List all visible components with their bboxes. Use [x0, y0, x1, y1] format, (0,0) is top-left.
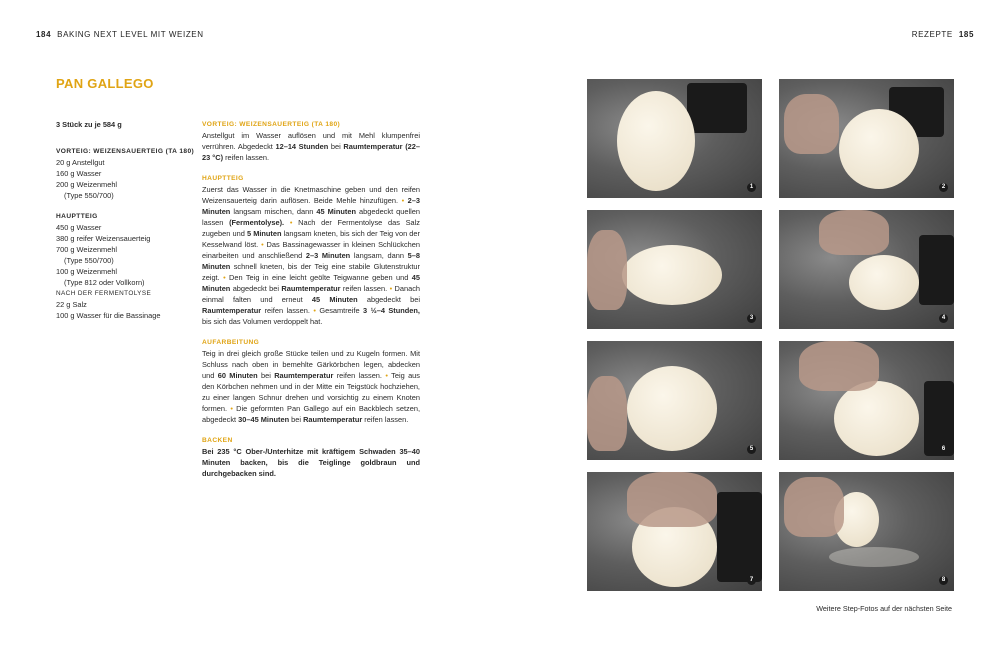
- ingredient-item: (Type 550/700): [64, 191, 114, 200]
- left-book-title: BAKING NEXT LEVEL MIT WEIZEN: [57, 30, 204, 39]
- ingredient-item: 160 g Wasser: [56, 169, 102, 178]
- ingredient-item: 380 g reifer Weizensauerteig: [56, 234, 151, 243]
- step-heading: BACKEN: [202, 437, 233, 444]
- left-running-header: [36, 30, 204, 39]
- ingredient-item: (Type 812 oder Vollkorn): [64, 278, 145, 287]
- step-photo: [587, 210, 762, 329]
- ingredient-list: [56, 119, 196, 321]
- step-text: [202, 446, 420, 479]
- photo-hand-shape: [819, 210, 889, 255]
- photo-dough-shape: [627, 366, 717, 451]
- step-number-badge: 2: [939, 183, 948, 192]
- photo-dough-shape: [617, 91, 695, 191]
- emphasis: Raumtemperatur: [274, 371, 334, 380]
- emphasis: 30–45 Minuten: [238, 415, 290, 424]
- step-photo: [779, 341, 954, 460]
- step-heading: VORTEIG: WEIZENSAUERTEIG (TA 180): [202, 121, 341, 128]
- emphasis: 5–8 Minuten: [202, 251, 420, 271]
- ingredient-group-heading: HAUPTTEIG: [56, 213, 98, 220]
- right-section-title: REZEPTE: [911, 30, 953, 39]
- photo-hand-shape: [587, 376, 627, 451]
- step-number-badge: 8: [939, 576, 948, 585]
- photo-tray-shape: [924, 381, 954, 456]
- photo-hand-shape: [627, 472, 717, 527]
- emphasis: 3 ½–4 Stunden,: [363, 306, 420, 315]
- step-number-badge: 6: [939, 445, 948, 454]
- bullet-dot: •: [261, 240, 264, 249]
- emphasis: 45 Minuten: [202, 273, 420, 293]
- step-number-badge: 1: [747, 183, 756, 192]
- bullet-dot: •: [230, 404, 233, 413]
- step-photo: [587, 472, 762, 591]
- emphasis: (Fermentolyse).: [229, 218, 285, 227]
- bullet-dot: •: [385, 371, 388, 380]
- right-page-number: 185: [958, 30, 974, 39]
- step-photo: [587, 79, 762, 198]
- bullet-dot: •: [389, 284, 393, 293]
- step-photo: [779, 79, 954, 198]
- step-heading: AUFARBEITUNG: [202, 339, 260, 346]
- step-photo: [779, 472, 954, 591]
- bullet-dot: •: [289, 218, 293, 227]
- emphasis: Raumtemperatur (22–23 °C): [202, 142, 420, 162]
- photo-tray-shape: [919, 235, 954, 305]
- ingredient-item: 700 g Weizenmehl: [56, 245, 118, 254]
- step-photo: [587, 341, 762, 460]
- step-text: Anstellgut im Wasser auflösen und mit Mehl klumpenfrei verrühren. Abgedeckt 12–14 Stunden bei Raumtemperatur (22–23 °C) reifen lassen.: [202, 131, 420, 162]
- bullet-dot: •: [401, 196, 405, 205]
- step-photo: [779, 210, 954, 329]
- emphasis: 12–14 Stunden: [275, 142, 329, 151]
- photo-dough-shape: [834, 381, 919, 456]
- emphasis: Raumtemperatur: [281, 284, 341, 293]
- recipe-yield: 3 Stück zu je 584 g: [56, 120, 122, 129]
- ingredient-item: (Type 550/700): [64, 256, 114, 265]
- step-number-badge: 4: [939, 314, 948, 323]
- photo-dough-shape: [622, 245, 722, 305]
- ingredient-group-heading: VORTEIG: WEIZENSAUERTEIG (TA 180): [56, 148, 195, 155]
- step-heading: HAUPTTEIG: [202, 175, 244, 182]
- emphasis: Bei 235 °C Ober-/Unterhitze mit kräftigem Schwaden 35–40 Minuten backen, bis die Teiglinge goldbraun und durchgebacken sind.: [202, 447, 420, 478]
- emphasis: 45 Minuten: [316, 207, 356, 216]
- photo-tray-shape: [717, 492, 762, 582]
- method-steps: [202, 119, 420, 479]
- emphasis: 2–3 Minuten: [305, 251, 351, 260]
- photo-flour-shape: [829, 547, 919, 567]
- left-page-number: 184: [36, 30, 52, 39]
- step-number-badge: 7: [747, 576, 756, 585]
- bullet-dot: •: [313, 306, 316, 315]
- bullet-dot: •: [223, 273, 226, 282]
- ingredient-subheading: NACH DER FERMENTOLYSE: [56, 290, 152, 297]
- emphasis: 5 Minuten: [246, 229, 282, 238]
- photo-hand-shape: [587, 230, 627, 310]
- emphasis: 60 Minuten: [217, 371, 258, 380]
- step-text: Teig in drei gleich große Stücke teilen und zu Kugeln formen. Mit Schluss nach oben in bemehlte Gärkörbchen legen, abdecken und 60 Minuten bei Raumtemperatur reifen lassen. • Teig aus den Körbchen nehmen und in der Mitte ein Teigstück hochziehen, zu einer langen Schnur drehen und vorsichtig zu einem Knoten formen. • Die geformten Pan Gallego auf ein Backblech setzen, abgedeckt 30–45 Minuten bei Raumtemperatur reifen lassen.: [202, 349, 420, 424]
- ingredient-item: 200 g Weizenmehl: [56, 180, 118, 189]
- photo-hand-shape: [784, 94, 839, 154]
- step-number-badge: 5: [747, 445, 756, 454]
- photo-hand-shape: [799, 341, 879, 391]
- emphasis: Raumtemperatur: [303, 415, 363, 424]
- step-text: Zuerst das Wasser in die Knetmaschine geben und den reifen Weizensauerteig darin auflösen. Beide Mehle hinzufügen. • 2–3 Minuten langsam mischen, dann 45 Minuten abgedeckt quellen lassen (Fermentolyse). • Nach der Fermentolyse das Salz zugeben und 5 Minuten langsam kneten, bis sich der Teig von der Kesselwand löst. • Das Bassinagewasser in kleinen Schlückchen einarbeiten und anschließend 2–3 Minuten langsam, dann 5–8 Minuten schnell kneten, bis der Teig eine stabile Glutenstruktur zeigt. • Den Teig in eine leicht geölte Teigwanne geben und 45 Minuten abgedeckt bei Raumtemperatur reifen lassen. • Danach einmal falten und erneut 45 Minuten abgedeckt bei Raumtemperatur reifen lassen. • Gesamtreife 3 ½–4 Stunden, bis sich das Volumen verdoppelt hat.: [202, 185, 421, 326]
- ingredient-item: 22 g Salz: [56, 300, 87, 309]
- ingredient-item: 450 g Wasser: [56, 223, 102, 232]
- emphasis: 45 Minuten: [311, 295, 358, 304]
- photo-caption: Weitere Step-Fotos auf der nächsten Seite: [816, 604, 952, 613]
- photo-dough-shape: [849, 255, 919, 310]
- ingredient-item: 20 g Anstellgut: [56, 158, 105, 167]
- right-running-header: [912, 30, 974, 39]
- photo-hand-shape: [784, 477, 844, 537]
- photo-tray-shape: [687, 83, 747, 133]
- step-number-badge: 3: [747, 314, 756, 323]
- ingredient-item: 100 g Weizenmehl: [56, 267, 118, 276]
- photo-dough-shape: [839, 109, 919, 189]
- emphasis: Raumtemperatur: [202, 306, 262, 315]
- ingredient-item: 100 g Wasser für die Bassinage: [56, 311, 161, 320]
- emphasis: 2–3 Minuten: [202, 196, 420, 216]
- recipe-title: PAN GALLEGO: [56, 76, 154, 91]
